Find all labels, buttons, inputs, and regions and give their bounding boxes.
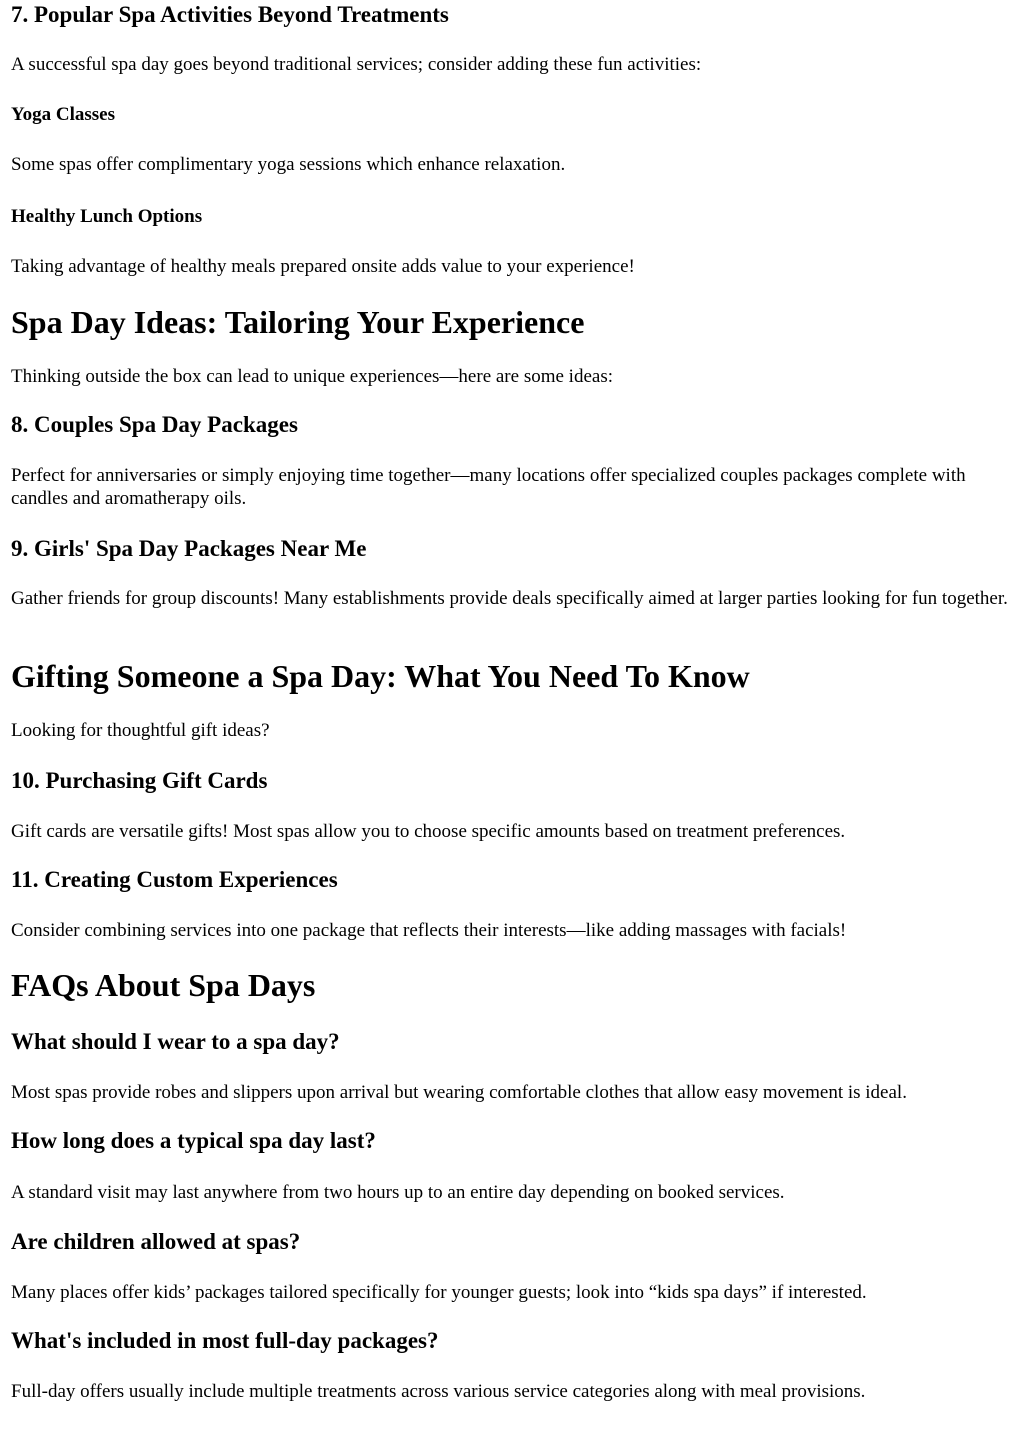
heading-gifting-spa-day: Gifting Someone a Spa Day: What You Need To Know [11,658,750,694]
heading-spa-day-ideas: Spa Day Ideas: Tailoring Your Experience [11,304,585,340]
paragraph-healthy-lunch: Taking advantage of healthy meals prepared onsite adds value to your experience! [11,256,635,277]
heading-custom-experiences: 11. Creating Custom Experiences [11,867,338,892]
faq-question-how-long: How long does a typical spa day last? [11,1128,376,1153]
paragraph-custom-experiences: Consider combining services into one package that reflects their interests—like adding massages with facials! [11,920,847,941]
faq-answer-how-long: A standard visit may last anywhere from two hours up to an entire day depending on booked services. [11,1182,785,1203]
faq-question-what-to-wear: What should I wear to a spa day? [11,1029,340,1054]
paragraph-yoga-classes: Some spas offer complimentary yoga sessions which enhance relaxation. [11,154,566,175]
subheading-healthy-lunch: Healthy Lunch Options [11,206,203,227]
heading-couples-packages: 8. Couples Spa Day Packages [11,412,298,437]
faq-answer-what-to-wear: Most spas provide robes and slippers upon arrival but wearing comfortable clothes that allow easy movement is ideal. [11,1082,907,1103]
faq-answer-children: Many places offer kids’ packages tailored specifically for younger guests; look into “kids spa days” if interested. [11,1282,867,1303]
heading-popular-spa-activities: 7. Popular Spa Activities Beyond Treatments [11,2,449,27]
heading-girls-packages: 9. Girls' Spa Day Packages Near Me [11,536,367,561]
paragraph-couples-packages: Perfect for anniversaries or simply enjoying time together—many locations offer specialized couples packages complete with candles and aromatherapy oils. [11,465,966,509]
heading-faqs: FAQs About Spa Days [11,967,316,1003]
paragraph-spa-day-ideas-intro: Thinking outside the box can lead to unique experiences—here are some ideas: [11,366,613,387]
faq-question-children: Are children allowed at spas? [11,1229,301,1254]
faq-answer-full-day-packages: Full-day offers usually include multiple treatments across various service categories along with meal provisions. [11,1381,866,1402]
paragraph-spa-activities-intro: A successful spa day goes beyond traditional services; consider adding these fun activities: [11,54,702,75]
faq-question-full-day-packages: What's included in most full-day packages? [11,1328,439,1353]
paragraph-gift-cards: Gift cards are versatile gifts! Most spas allow you to choose specific amounts based on treatment preferences. [11,821,846,842]
paragraph-gifting-intro: Looking for thoughtful gift ideas? [11,720,270,741]
subheading-yoga-classes: Yoga Classes [11,104,115,125]
heading-gift-cards: 10. Purchasing Gift Cards [11,768,268,793]
paragraph-girls-packages: Gather friends for group discounts! Many establishments provide deals specifically aimed at larger parties looking for fun together. [11,588,1008,609]
